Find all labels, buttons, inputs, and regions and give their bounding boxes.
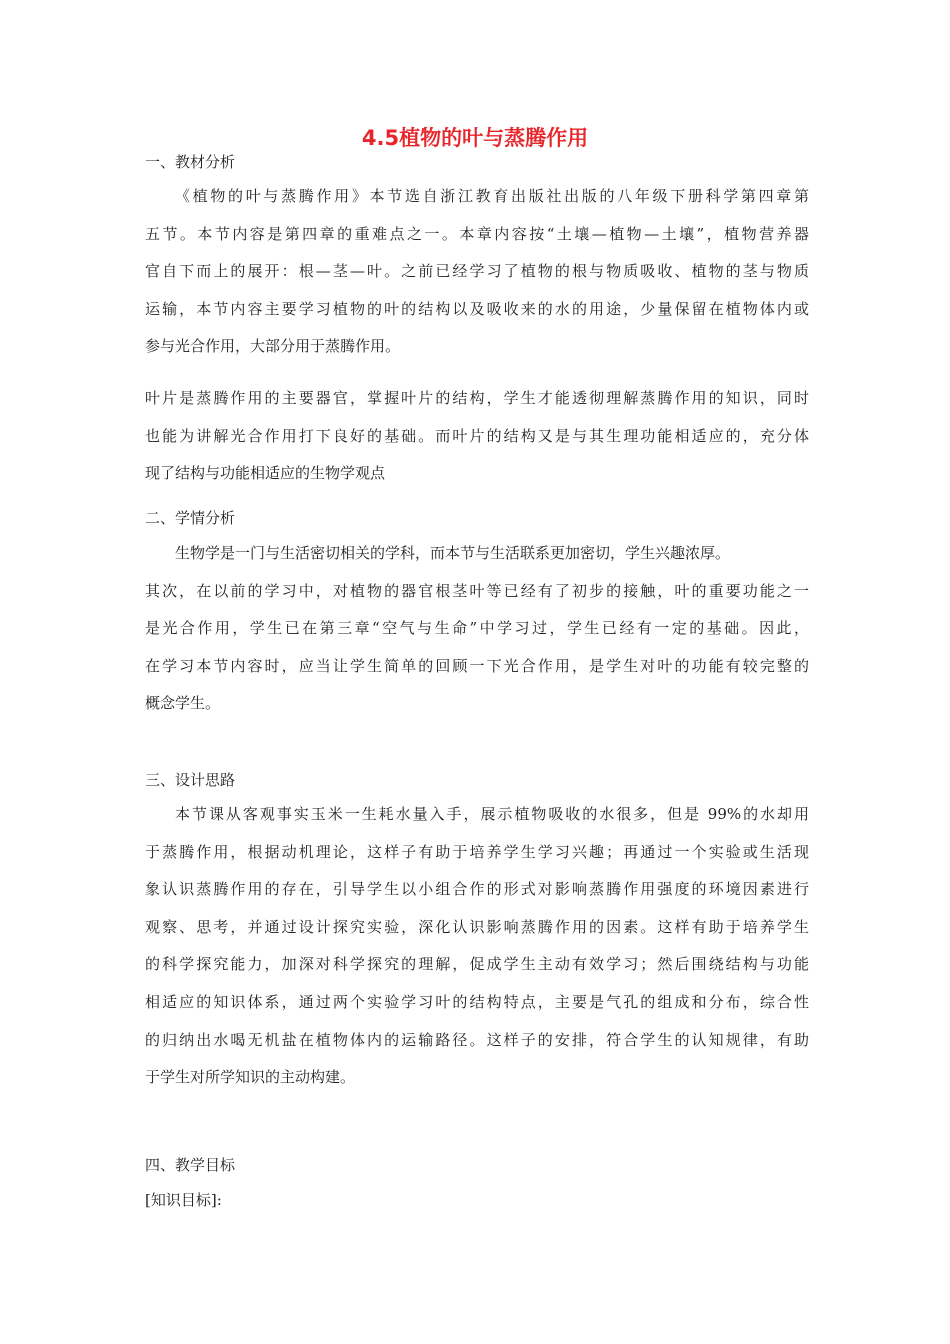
paragraph-line: 五节。本节内容是第四章的重难点之一。本章内容按“土壤—植物—土壤”，植物营养器 xyxy=(145,224,809,243)
paragraph-line: 本节课从客观事实玉米一生耗水量入手，展示植物吸收的水很多，但是 99%的水却用 xyxy=(175,805,809,823)
paragraph-line: 相适应的知识体系，通过两个实验学习叶的结构特点，主要是气孔的组成和分布，综合性 xyxy=(145,992,809,1011)
paragraph xyxy=(145,380,809,493)
document-title: 4.5植物的叶与蒸腾作用 xyxy=(361,126,589,150)
paragraph-line: 生物学是一门与生活密切相关的学科，而本节与生活联系更加密切，学生兴趣浓厚。 xyxy=(175,544,731,562)
paragraph-line: 于学生对所学知识的主动构建。 xyxy=(145,1068,356,1087)
section-heading: 二、学情分析 xyxy=(145,509,236,527)
paragraph-line: 象认识蒸腾作用的存在，引导学生以小组合作的形式对影响蒸腾作用强度的环境因素进行 xyxy=(145,880,809,899)
paragraph-line: 叶片是蒸腾作用的主要器官，掌握叶片的结构，学生才能透彻理解蒸腾作用的知识，同时 xyxy=(145,389,809,407)
subheading: [知识目标]: xyxy=(145,1191,222,1209)
paragraph-line: 概念学生。 xyxy=(145,694,221,713)
paragraph xyxy=(145,178,809,366)
section-heading: 一、教材分析 xyxy=(145,153,236,171)
paragraph-line: 现了结构与功能相适应的生物学观点 xyxy=(145,464,386,483)
paragraph-line: 是光合作用，学生已在第三章“空气与生命”中学习过，学生已经有一定的基础。因此， xyxy=(145,619,809,638)
paragraph-line: 观察、思考，并通过设计探究实验，深化认识影响蒸腾作用的因素。这样有助于培养学生 xyxy=(145,917,809,936)
paragraph-line: 运输，本节内容主要学习植物的叶的结构以及吸收来的水的用途，少量保留在植物体内或 xyxy=(145,299,809,318)
paragraph-line: 也能为讲解光合作用打下良好的基础。而叶片的结构又是与其生理功能相适应的，充分体 xyxy=(145,426,809,445)
section-heading: 三、设计思路 xyxy=(145,771,236,789)
paragraph-line: 的归纳出水喝无机盐在植物体内的运输路径。这样子的安排，符合学生的认知规律，有助 xyxy=(145,1030,809,1049)
paragraph-line: 于蒸腾作用，根据动机理论，这样子有助于培养学生学习兴趣；再通过一个实验或生活现 xyxy=(145,842,809,861)
paragraph xyxy=(145,535,809,723)
paragraph-line: 参与光合作用，大部分用于蒸腾作用。 xyxy=(145,337,401,356)
paragraph-line: 在学习本节内容时，应当让学生简单的回顾一下光合作用，是学生对叶的功能有较完整的 xyxy=(145,656,809,675)
paragraph-line: 官自下而上的展开：根—茎—叶。之前已经学习了植物的根与物质吸收、植物的茎与物质 xyxy=(145,262,809,281)
paragraph-line: 其次，在以前的学习中，对植物的器官根茎叶等已经有了初步的接触，叶的重要功能之一 xyxy=(145,581,809,600)
paragraph-line: 《植物的叶与蒸腾作用》本节选自浙江教育出版社出版的八年级下册科学第四章第 xyxy=(175,187,809,205)
paragraph-line: 的科学探究能力，加深对科学探究的理解，促成学生主动有效学习；然后围绕结构与功能 xyxy=(145,955,809,974)
section-heading: 四、教学目标 xyxy=(145,1156,236,1174)
paragraph xyxy=(145,796,809,1097)
